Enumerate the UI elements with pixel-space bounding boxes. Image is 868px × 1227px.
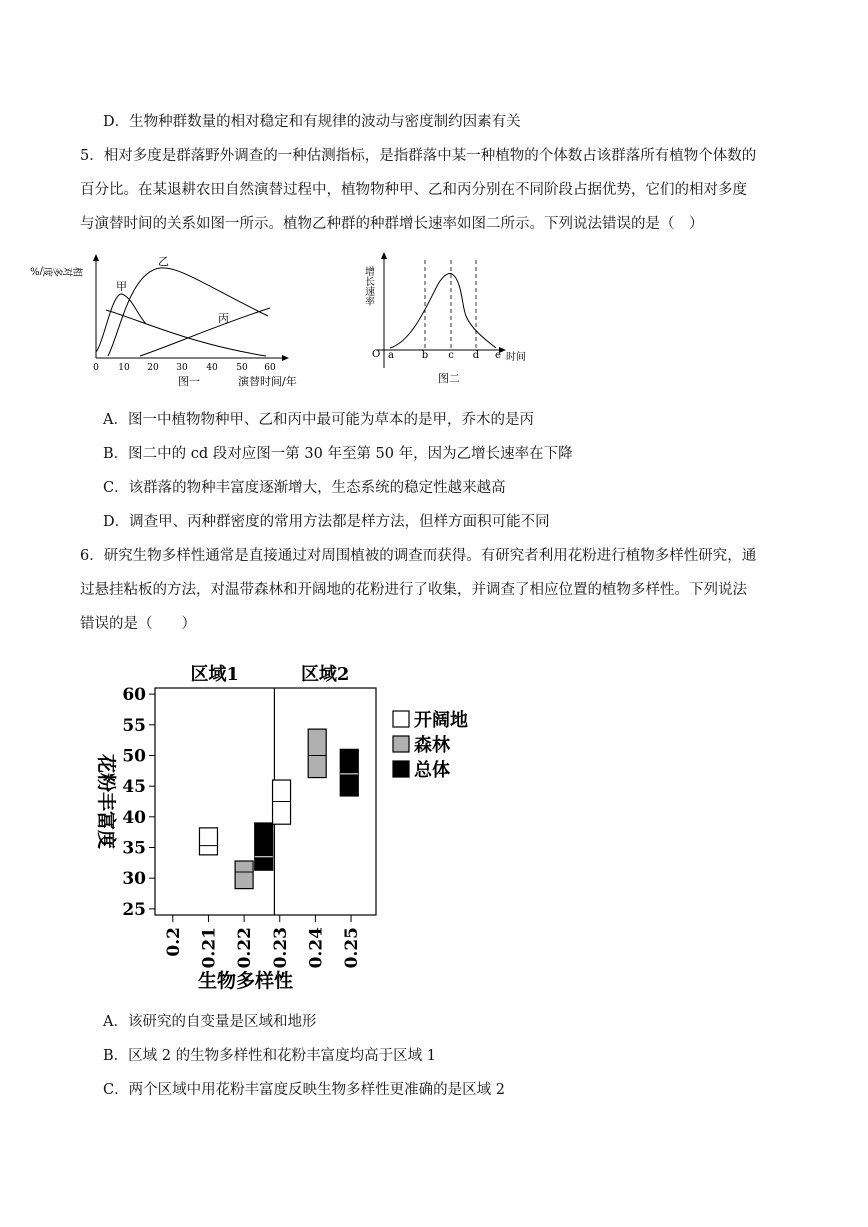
fig1-label-bing: 丙 — [218, 312, 229, 325]
y-tick-label: 55 — [122, 715, 146, 736]
figure-1 — [30, 252, 300, 392]
pollen-diversity-chart — [80, 655, 500, 995]
fig1-xtick: 20 — [147, 363, 159, 373]
fig2-point-a: a — [388, 350, 394, 361]
y-axis-label: 花粉丰富度 — [95, 753, 117, 850]
y-tick-label: 60 — [122, 685, 146, 706]
fig1-label-yi: 乙 — [158, 255, 169, 268]
q5-option-c: C．该群落的物种丰富度逐渐增大，生态系统的稳定性越来越高 — [103, 480, 506, 496]
legend-swatch — [393, 711, 409, 727]
region-title-2: 区域2 — [300, 664, 350, 685]
legend-label: 总体 — [414, 760, 450, 781]
x-tick-label: 0.22 — [235, 927, 256, 969]
fig1-xticks — [93, 363, 276, 373]
fig1-xlabel: 演替时间/年 — [238, 375, 297, 388]
fig1-curve-bing — [140, 308, 270, 356]
box-总体 — [340, 749, 358, 796]
fig1-xtick: 60 — [264, 363, 276, 373]
box-总体 — [255, 823, 273, 870]
fig1-xtick: 10 — [118, 363, 130, 373]
fig1-ylabel: 相对多度/% — [30, 264, 83, 276]
q6-stem-line-2: 过悬挂粘板的方法，对温带森林和开阔地的花粉进行了收集，并调查了相应位置的植物多样性。下列说法 — [80, 582, 747, 598]
region-title-1: 区域1 — [190, 664, 239, 685]
fig2-growth-curve — [390, 274, 496, 348]
y-tick-label: 25 — [122, 899, 146, 920]
fig1-xtick: 50 — [236, 363, 248, 373]
y-tick-label: 35 — [122, 838, 146, 859]
q4-option-d: D．生物种群数量的相对稳定和有规律的波动与密度制约因素有关 — [103, 114, 521, 130]
box-开阔地 — [199, 828, 217, 855]
q6-stem-line-3: 错误的是（ ） — [80, 616, 196, 632]
fig1-curve-jia — [96, 294, 146, 352]
legend-swatch — [393, 761, 409, 777]
x-tick-label: 0.23 — [270, 927, 291, 969]
fig1-curve-jia-decline — [106, 310, 266, 356]
fig2-point-e: e — [495, 350, 501, 361]
fig2-origin: O — [372, 349, 381, 360]
x-tick-label: 0.2 — [163, 927, 184, 957]
fig1-xtick: 40 — [206, 363, 218, 373]
q5-option-a: A．图一中植物物种甲、乙和丙中最可能为草本的是甲，乔木的是丙 — [103, 412, 534, 428]
legend-swatch — [393, 736, 409, 752]
fig2-point-b: b — [421, 350, 429, 361]
box-森林 — [308, 729, 326, 777]
fig1-xtick: 0 — [93, 363, 99, 373]
x-tick-label: 0.21 — [199, 927, 220, 969]
q5-stem-line-1: 5．相对多度是群落野外调查的一种估测指标，是指群落中某一种植物的个体数占该群落所有植物个体数的 — [80, 148, 757, 164]
x-axis-label: 生物多样性 — [197, 970, 294, 992]
fig1-xtick: 30 — [176, 363, 188, 373]
fig2-caption: 图二 — [438, 372, 460, 385]
fig1-curve-yi — [108, 268, 268, 356]
box-开阔地 — [273, 780, 291, 824]
fig1-label-jia: 甲 — [116, 280, 127, 293]
q5-stem-line-3: 与演替时间的关系如图一所示。植物乙种群的种群增长速率如图二所示。下列说法错误的是（ ） — [80, 216, 704, 232]
fig2-ylabel: 增长速率 — [362, 266, 374, 306]
q5-stem-line-2: 百分比。在某退耕农田自然演替过程中，植物物种甲、乙和丙分别在不同阶段占据优势，它们的相对多度 — [80, 182, 747, 198]
box-森林 — [235, 861, 253, 889]
x-tick-label: 0.24 — [306, 927, 327, 969]
figure-2 — [362, 252, 542, 392]
y-tick-label: 45 — [122, 777, 146, 798]
plot-frame — [155, 688, 376, 915]
fig2-xlabel: 时间 — [506, 352, 526, 363]
y-tick-label: 30 — [122, 869, 146, 890]
y-tick-label: 50 — [122, 746, 146, 767]
legend-label: 森林 — [414, 735, 450, 756]
legend-label: 开阔地 — [414, 710, 468, 731]
q6-option-b: B．区域 2 的生物多样性和花粉丰富度均高于区域 1 — [103, 1048, 436, 1064]
q6-option-a: A．该研究的自变量是区域和地形 — [103, 1014, 317, 1030]
q6-stem-line-1: 6．研究生物多样性通常是直接通过对周围植被的调查而获得。有研究者利用花粉进行植物多样性研究，通 — [80, 548, 757, 564]
y-tick-label: 40 — [122, 807, 146, 828]
q6-option-c: C．两个区域中用花粉丰富度反映生物多样性更准确的是区域 2 — [103, 1082, 505, 1098]
fig2-point-d: d — [472, 350, 480, 361]
q5-option-b: B．图二中的 cd 段对应图一第 30 年至第 50 年，因为乙增长速率在下降 — [103, 446, 573, 462]
x-tick-label: 0.25 — [342, 927, 363, 969]
fig1-caption: 图一 — [178, 375, 200, 388]
q5-option-d: D．调查甲、丙种群密度的常用方法都是样方法，但样方面积可能不同 — [103, 514, 550, 530]
fig2-point-c: c — [448, 350, 454, 361]
